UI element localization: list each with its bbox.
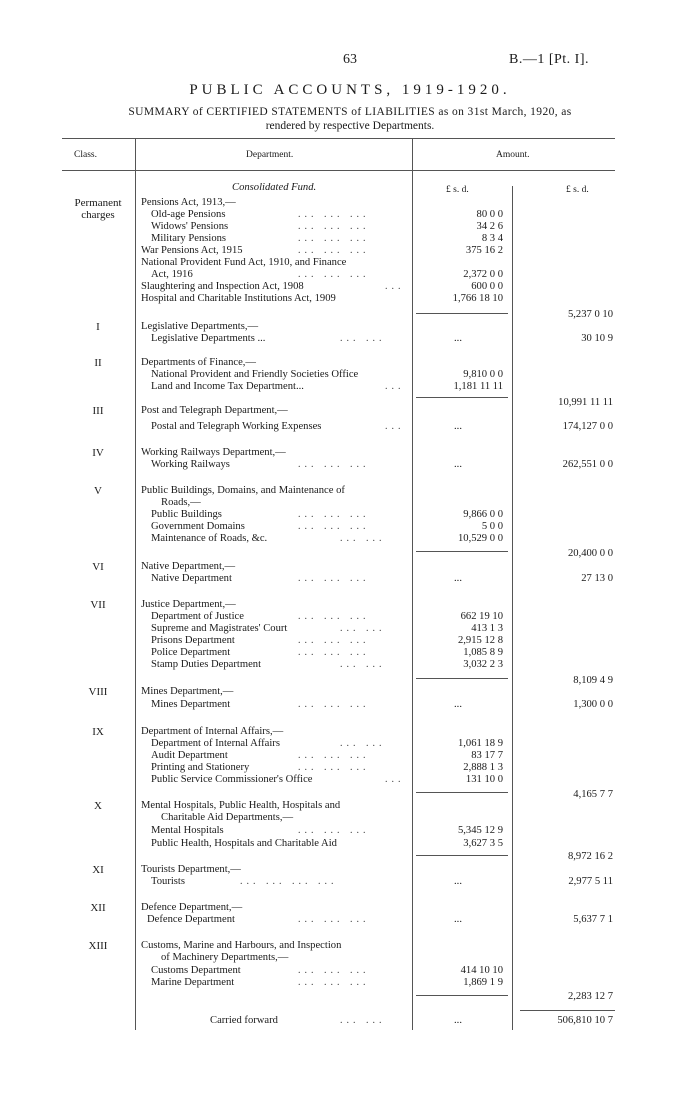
amount-cell: 1,085 8 9: [463, 647, 503, 658]
class-label: VIII: [88, 686, 108, 698]
row-text: Military Pensions: [151, 233, 227, 244]
amount-cell: ...: [454, 333, 462, 344]
column-header-department: Department.: [246, 150, 294, 160]
subtotal-rule: [416, 855, 508, 856]
row-text: Postal and Telegraph Working Expenses: [151, 421, 322, 432]
amount-cell: ...: [454, 573, 462, 584]
leader-dots: ... ... ...: [298, 573, 370, 584]
row-text: Hospital and Charitable Institutions Act, 1909: [141, 293, 336, 304]
row-text: Native Department,—: [141, 561, 236, 572]
column-header-amount: Amount.: [496, 150, 530, 160]
row-text: Mental Hospitals, Public Health, Hospitals and: [141, 800, 341, 811]
subtotal-rule: [416, 995, 508, 996]
carried-forward-total: 506,810 10 7: [557, 1015, 613, 1026]
class-label: IV: [92, 447, 104, 459]
row-text: Roads,—: [161, 497, 201, 508]
amount-cell: 1,766 18 10: [452, 293, 503, 304]
leader-dots: ... ... ...: [298, 635, 370, 646]
total-cell: 30 10 9: [581, 333, 613, 344]
leader-dots: ... ...: [340, 659, 386, 670]
leader-dots: ... ...: [340, 1015, 386, 1026]
amount-cell: ...: [454, 1015, 462, 1026]
class-label: II: [94, 357, 102, 369]
amount-cell: 8 3 4: [481, 233, 503, 244]
amount-cell: 10,529 0 0: [457, 533, 503, 544]
amount-cell: ...: [454, 699, 462, 710]
subtotal-rule: [416, 313, 508, 314]
row-text: Slaughtering and Inspection Act, 1908: [141, 281, 304, 292]
row-text: Mines Department: [151, 699, 231, 710]
class-label: charges: [81, 209, 115, 221]
amount-cell: 1,061 18 9: [457, 738, 503, 749]
total-cell: 2,977 5 11: [568, 876, 613, 887]
leader-dots: ... ... ...: [298, 233, 370, 244]
row-text: Working Railways Department,—: [141, 447, 286, 458]
subtitle-line-1: SUMMARY of CERTIFIED STATEMENTS of LIABILITIES as on 31st March, 1920, as: [128, 106, 572, 118]
class-label: VI: [92, 561, 104, 573]
amount-cell: 3,032 2 3: [463, 659, 503, 670]
amount-cell: 131 10 0: [465, 774, 503, 785]
row-text: Old-age Pensions: [151, 209, 226, 220]
row-text: National Provident Fund Act, 1910, and Finance: [141, 257, 347, 268]
total-cell: 262,551 0 0: [562, 459, 613, 470]
total-cell: 20,400 0 0: [567, 548, 613, 559]
amount-cell: 9,866 0 0: [463, 509, 503, 520]
row-text: Post and Telegraph Department,—: [141, 405, 288, 416]
column-divider-class: [135, 138, 136, 1030]
leader-dots: ... ... ...: [298, 611, 370, 622]
document-reference: B.—1 [Pt. I].: [509, 52, 589, 67]
leader-dots: ... ... ...: [298, 965, 370, 976]
amount-cell: 2,915 12 8: [457, 635, 503, 646]
leader-dots: ... ... ...: [298, 459, 370, 470]
total-cell: 2,283 12 7: [567, 991, 613, 1002]
leader-dots: ... ... ...: [298, 750, 370, 761]
row-text: Department of Internal Affairs,—: [141, 726, 284, 737]
amount-cell: ...: [454, 421, 462, 432]
leader-dots: ... ...: [340, 623, 386, 634]
row-text: Customs, Marine and Harbours, and Inspection: [141, 940, 342, 951]
page-number: 63: [343, 52, 357, 67]
leader-dots: ... ...: [340, 533, 386, 544]
row-text: Justice Department,—: [141, 599, 236, 610]
row-text: Audit Department: [151, 750, 228, 761]
class-label: IX: [92, 726, 104, 738]
amount-cell: 9,810 0 0: [463, 369, 503, 380]
class-label: XIII: [88, 940, 108, 952]
row-text: Legislative Departments,—: [141, 321, 259, 332]
row-text: Tourists: [151, 876, 185, 887]
row-text: Tourists Department,—: [141, 864, 241, 875]
leader-dots: ...: [385, 281, 405, 292]
page-title: PUBLIC ACCOUNTS, 1919-1920.: [189, 82, 511, 98]
row-text: War Pensions Act, 1915: [141, 245, 243, 256]
total-cell: 10,991 11 11: [558, 397, 613, 408]
leader-dots: ... ... ...: [298, 825, 370, 836]
class-label: X: [94, 800, 102, 812]
total-cell: 5,237 0 10: [567, 309, 613, 320]
row-text: Widows' Pensions: [151, 221, 229, 232]
class-label: XI: [92, 864, 104, 876]
subtotal-rule: [416, 551, 508, 552]
amount-cell: 600 0 0: [471, 281, 503, 292]
amount-cell: 80 0 0: [476, 209, 503, 220]
total-cell: 174,127 0 0: [562, 421, 613, 432]
row-text: Prisons Department: [151, 635, 235, 646]
subtotal-rule: [416, 397, 508, 398]
row-text: Government Domains: [151, 521, 245, 532]
leader-dots: ... ... ... ...: [240, 876, 338, 887]
total-rule: [520, 1010, 615, 1011]
row-text: Defence Department: [147, 914, 235, 925]
row-text: Supreme and Magistrates' Court: [151, 623, 288, 634]
row-text: Native Department: [151, 573, 232, 584]
row-text: Charitable Aid Departments,—: [161, 812, 294, 823]
leader-dots: ... ... ...: [298, 221, 370, 232]
row-text: Public Buildings, Domains, and Maintenance of: [141, 485, 345, 496]
amount-cell: 2,888 1 3: [463, 762, 503, 773]
class-label: Permanent: [74, 197, 122, 209]
amount-cell: 662 19 10: [460, 611, 503, 622]
leader-dots: ... ... ...: [298, 209, 370, 220]
table-top-rule: [62, 138, 615, 139]
leader-dots: ... ...: [340, 738, 386, 749]
row-text: Departments of Finance,—: [141, 357, 257, 368]
row-text: Mental Hospitals: [151, 825, 224, 836]
leader-dots: ... ... ...: [298, 245, 370, 256]
amount-cell: 83 17 7: [471, 750, 503, 761]
subtotal-rule: [416, 678, 508, 679]
leader-dots: ... ... ...: [298, 914, 370, 925]
leader-dots: ...: [385, 774, 405, 785]
carried-forward-label: Carried forward: [210, 1015, 278, 1026]
currency-header-left: £ s. d.: [446, 185, 469, 195]
amount-cell: 1,181 11 11: [453, 381, 503, 392]
leader-dots: ... ... ...: [298, 647, 370, 658]
amount-cell: 413 1 3: [471, 623, 503, 634]
row-text: National Provident and Friendly Societies Office: [151, 369, 359, 380]
amount-cell: 3,627 3 5: [463, 838, 503, 849]
leader-dots: ... ... ...: [298, 509, 370, 520]
row-text: Public Buildings: [151, 509, 222, 520]
row-text: Legislative Departments ...: [151, 333, 266, 344]
total-cell: 8,109 4 9: [573, 675, 613, 686]
row-text: Printing and Stationery: [151, 762, 250, 773]
table-header-rule: [62, 170, 615, 171]
class-label: III: [92, 405, 104, 417]
row-text: Working Railways: [151, 459, 230, 470]
amount-cell: 1,869 1 9: [463, 977, 503, 988]
amount-cell: ...: [454, 876, 462, 887]
leader-dots: ... ... ...: [298, 977, 370, 988]
amount-cell: ...: [454, 914, 462, 925]
currency-header-right: £ s. d.: [566, 185, 589, 195]
total-cell: 27 13 0: [581, 573, 613, 584]
row-text: of Machinery Departments,—: [161, 952, 289, 963]
leader-dots: ... ...: [340, 333, 386, 344]
row-text: Public Service Commissioner's Office: [151, 774, 313, 785]
class-label: I: [96, 321, 100, 333]
total-cell: 5,637 7 1: [573, 914, 613, 925]
leader-dots: ... ... ...: [298, 762, 370, 773]
class-label: VII: [90, 599, 106, 611]
row-text: Pensions Act, 1913,—: [141, 197, 236, 208]
leader-dots: ...: [385, 421, 405, 432]
section-heading: Consolidated Fund.: [232, 182, 317, 193]
subtotal-rule: [416, 792, 508, 793]
amount-cell: 5 0 0: [481, 521, 503, 532]
leader-dots: ... ... ...: [298, 699, 370, 710]
subtitle-line-2: rendered by respective Departments.: [265, 120, 435, 132]
class-label: V: [94, 485, 102, 497]
row-text: Defence Department,—: [141, 902, 243, 913]
row-text: Stamp Duties Department: [151, 659, 262, 670]
row-text: Land and Income Tax Department...: [151, 381, 304, 392]
row-text: Department of Justice: [151, 611, 244, 622]
total-cell: 8,972 16 2: [567, 851, 613, 862]
row-text: Department of Internal Affairs: [151, 738, 280, 749]
amount-cell: 414 10 10: [460, 965, 503, 976]
leader-dots: ...: [385, 381, 405, 392]
amount-cell: 34 2 6: [476, 221, 503, 232]
total-cell: 4,165 7 7: [573, 789, 613, 800]
amount-cell: 375 16 2: [465, 245, 503, 256]
row-text: Act, 1916: [151, 269, 193, 280]
row-text: Maintenance of Roads, &c.: [151, 533, 268, 544]
row-text: Marine Department: [151, 977, 235, 988]
amount-cell: ...: [454, 459, 462, 470]
row-text: Public Health, Hospitals and Charitable Aid: [151, 838, 337, 849]
row-text: Mines Department,—: [141, 686, 234, 697]
row-text: Police Department: [151, 647, 231, 658]
row-text: Customs Department: [151, 965, 241, 976]
total-cell: 1,300 0 0: [573, 699, 613, 710]
amount-cell: 5,345 12 9: [457, 825, 503, 836]
leader-dots: ... ... ...: [298, 269, 370, 280]
leader-dots: ... ... ...: [298, 521, 370, 532]
class-label: XII: [90, 902, 106, 914]
column-header-class: Class.: [74, 150, 97, 160]
amount-cell: 2,372 0 0: [463, 269, 503, 280]
